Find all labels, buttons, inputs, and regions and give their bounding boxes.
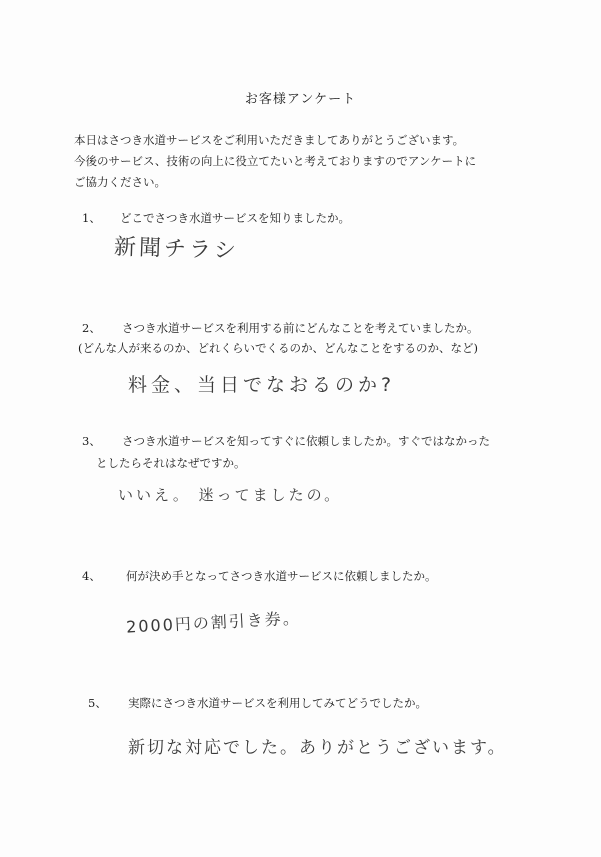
intro-text — [74, 130, 554, 193]
question-text: 実際にさつき水道サービスを利用してみてどうでしたか。 — [128, 696, 427, 710]
question-number: 2、 — [82, 321, 101, 335]
intro-line: 本日はさつき水道サービスをご利用いただきましてありがとうございます。 — [74, 133, 465, 147]
question-text: どこでさつき水道サービスを知りましたか。 — [120, 211, 350, 225]
question-number: 1、 — [82, 211, 101, 225]
question-number: 5、 — [88, 696, 107, 710]
answer-4: 2000円の割引き券。 — [125, 608, 302, 637]
question-number: 3、 — [82, 434, 101, 448]
question-number: 4、 — [82, 569, 101, 583]
question-text: さつき水道サービスを利用する前にどんなことを考えていましたか。 — [122, 321, 479, 335]
question-2-note: (どんな人が来るのか、どれくらいでくるのか、どんなことをするのか、など) — [78, 341, 478, 355]
answer-5: 新切な対応でした。ありがとうございます。 — [128, 738, 507, 758]
answer-2: 料金、当日でなおるのか? — [128, 374, 396, 396]
question-3-note: としたらそれはなぜですか。 — [96, 456, 246, 470]
intro-line: ご協力ください。 — [74, 175, 166, 189]
question-text: 何が決め手となってさつき水道サービスに依頼しましたか。 — [126, 569, 437, 583]
question-text: さつき水道サービスを知ってすぐに依頼しましたか。すぐではなかった — [122, 434, 490, 448]
intro-line: 今後のサービス、技術の向上に役立てたいと考えておりますのでアンケートに — [74, 154, 477, 168]
answer-3: いいえ。 迷ってましたの。 — [118, 486, 343, 504]
answer-1: 新聞チラシ — [113, 234, 240, 265]
page-title: お客様アンケート — [244, 92, 357, 107]
